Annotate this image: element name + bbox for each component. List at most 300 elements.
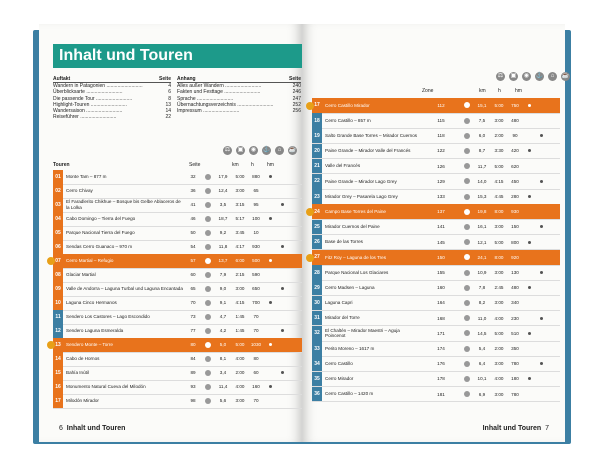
table-row[interactable]	[53, 198, 303, 213]
index-line-page: 246	[292, 89, 301, 96]
tour-km: 9,0	[219, 286, 227, 292]
tour-name: El Chaltén – Mirador Maestri – Aguja Poincenot	[325, 327, 400, 339]
index-line[interactable]	[177, 108, 301, 114]
tour-name: Salto Grande Base Torres – Mirador Cuernos	[325, 133, 418, 139]
index-line-title: Die passende Tour ..........................	[53, 95, 133, 102]
tour-page: 150	[437, 254, 445, 260]
tour-page: 70	[190, 300, 196, 306]
table-row[interactable]	[312, 265, 560, 281]
table-row[interactable]	[53, 338, 303, 353]
table-row[interactable]	[312, 326, 560, 342]
tour-km: 11,7	[477, 163, 487, 169]
tour-hours: 5:00	[494, 102, 504, 108]
difficulty-badge-icon	[205, 342, 211, 348]
col-header-km: km	[479, 88, 486, 94]
dot-cell	[523, 104, 535, 107]
tour-page: 98	[190, 398, 196, 404]
tour-hm: 480	[511, 118, 519, 124]
table-row[interactable]	[312, 341, 560, 357]
table-row[interactable]	[312, 311, 560, 327]
badge-cell	[202, 188, 214, 194]
tour-hours: 5:17	[235, 216, 245, 222]
tour-name: Cabo Domingo – Tierra del Fuego	[66, 216, 136, 222]
difficulty-badge-icon	[205, 216, 211, 222]
tour-name: Paine Grande – Mirador Valle del Francés	[325, 148, 411, 154]
tour-hours: 4:45	[494, 194, 504, 200]
food-icon: ☕	[561, 73, 570, 79]
badge-cell	[461, 285, 473, 291]
tour-page: 84	[190, 356, 196, 362]
marker-dot-icon	[269, 385, 272, 388]
tour-km: 6,9	[478, 391, 486, 397]
tour-name: Bahía Inútil	[66, 370, 89, 376]
tour-number: 17	[53, 394, 63, 408]
tour-page: 77	[190, 328, 196, 334]
tour-name: Parque Nacional Los Glaciares	[325, 269, 389, 275]
index-line-page: 6	[168, 89, 171, 96]
dot-cell	[535, 317, 547, 320]
marker-dot-icon	[540, 134, 543, 137]
tour-number: 22	[312, 174, 322, 189]
tour-hm: 95	[253, 202, 259, 208]
tour-page: 118	[437, 133, 445, 139]
table-row[interactable]	[53, 324, 303, 339]
tour-page: 89	[190, 370, 196, 376]
marker-dot-icon	[269, 175, 272, 178]
tour-hm: 160	[252, 384, 260, 390]
difficulty-badge-icon	[464, 270, 470, 276]
tour-number: 32	[312, 326, 322, 341]
tour-km: 13,7	[218, 258, 228, 264]
tour-number: 35	[312, 372, 322, 387]
tour-number: 03	[53, 198, 63, 212]
tour-hours: 2:00	[235, 370, 245, 376]
tour-number: 08	[53, 268, 63, 282]
car-icon: ◉	[250, 147, 257, 153]
table-row[interactable]	[312, 280, 560, 296]
tour-hours: 3:00	[235, 398, 245, 404]
difficulty-badge-icon	[464, 361, 470, 367]
dot-cell	[264, 175, 276, 178]
index-line-page: 4	[168, 83, 171, 90]
tour-page: 57	[190, 258, 196, 264]
tour-name: Monte Tam – 877 m	[66, 174, 107, 180]
highlight-star-icon	[47, 341, 55, 349]
tour-km: 11,4	[218, 384, 228, 390]
index-line-title: Alles außer Wandern ..........................	[177, 83, 262, 90]
col-header-h: h	[498, 88, 501, 94]
tour-hours: 4:15	[235, 300, 245, 306]
tour-name: Valle de Andorra – Laguna Turbal und Laguna Encantada	[66, 286, 183, 292]
tour-name: Cerro Martial – Refugio	[66, 258, 114, 264]
badge-cell	[202, 202, 214, 208]
table-row[interactable]	[53, 240, 303, 255]
difficulty-badge-icon	[464, 133, 470, 139]
tour-km: 7,8	[478, 285, 486, 291]
tour-number: 26	[312, 235, 322, 250]
dot-cell	[276, 203, 288, 206]
difficulty-badge-icon	[464, 209, 470, 215]
tour-km: 19,8	[477, 209, 487, 215]
marker-dot-icon	[269, 343, 272, 346]
index-header-page: Seite	[159, 76, 171, 82]
table-row[interactable]	[312, 235, 560, 251]
tour-hm: 930	[511, 209, 519, 215]
tour-hm: 500	[252, 258, 260, 264]
tour-name: Perito Moreno – 1617 m	[325, 345, 375, 351]
tour-km: 17,9	[218, 174, 228, 180]
difficulty-badge-icon	[464, 285, 470, 291]
difficulty-badge-icon	[205, 202, 211, 208]
tour-page: 141	[437, 224, 445, 230]
tour-number: 01	[53, 170, 63, 184]
tour-name: Laguna Capri	[325, 300, 353, 306]
table-row[interactable]	[312, 98, 560, 114]
table-row[interactable]	[312, 204, 560, 220]
page-number: 6	[59, 425, 63, 432]
badge-cell	[202, 384, 214, 390]
index-line-page: 8	[168, 95, 171, 102]
tour-page: 171	[437, 330, 445, 336]
tour-number: 18	[312, 113, 322, 128]
tour-km: 5,4	[478, 346, 486, 352]
left-page	[39, 24, 302, 442]
table-row[interactable]	[53, 184, 303, 199]
tour-hm: 70	[253, 398, 259, 404]
tour-km: 9,1	[219, 300, 227, 306]
badge-cell	[202, 300, 214, 306]
badge-cell	[202, 342, 214, 348]
tour-number: 19	[312, 128, 322, 143]
marker-dot-icon	[528, 286, 531, 289]
col-header-km: km	[232, 162, 239, 168]
tour-hm: 130	[511, 270, 519, 276]
index-header-page: Seite	[289, 76, 301, 82]
badge-cell	[202, 356, 214, 362]
difficulty-badge-icon	[205, 384, 211, 390]
footer-label: Inhalt und Touren	[482, 425, 542, 432]
marker-dot-icon	[540, 180, 543, 183]
tour-hm: 780	[511, 391, 519, 397]
index-line-title: Übernachtungsverzeichnis ..........................	[177, 101, 274, 108]
tour-page: 54	[190, 244, 196, 250]
index-line-page: 252	[292, 101, 301, 108]
tour-number: 24	[312, 204, 322, 219]
tour-hours: 4:15	[494, 178, 504, 184]
legend-icons	[223, 146, 297, 155]
difficulty-badge-icon	[205, 314, 211, 320]
dot-cell	[523, 149, 535, 152]
tour-km: 16,1	[477, 224, 487, 230]
difficulty-badge-icon	[205, 398, 211, 404]
table-row[interactable]	[312, 113, 560, 129]
marker-dot-icon	[269, 301, 272, 304]
walker-icon: ⚖	[224, 147, 231, 153]
tour-name: Cabo de Hornos	[66, 356, 100, 362]
tour-hm: 780	[511, 361, 519, 367]
marker-dot-icon	[281, 203, 284, 206]
tour-name: Paine Grande – Mirador Lago Grey	[325, 178, 397, 184]
badge-cell	[202, 216, 214, 222]
tour-number: 36	[312, 387, 322, 402]
index-header: Anhang	[177, 76, 196, 82]
badge-cell	[202, 370, 214, 376]
tour-page: 36	[190, 188, 196, 194]
bus-icon: ▣	[237, 147, 244, 153]
tour-hm: 70	[253, 314, 259, 320]
highlight-star-icon	[306, 254, 314, 262]
tour-hm: 480	[511, 285, 519, 291]
tour-hours: 1:45	[235, 328, 245, 334]
badge-cell	[461, 346, 473, 352]
col-header-hm: hm	[515, 88, 522, 94]
tour-hours: 2:15	[235, 272, 245, 278]
badge-cell	[461, 209, 473, 215]
difficulty-badge-icon	[205, 300, 211, 306]
table-row[interactable]	[312, 387, 560, 403]
difficulty-badge-icon	[205, 174, 211, 180]
tour-hm: 1030	[250, 342, 262, 348]
tour-hours: 8:00	[494, 209, 504, 215]
tour-page: 137	[437, 209, 445, 215]
tour-hm: 340	[511, 300, 519, 306]
tour-hm: 80	[253, 356, 259, 362]
tour-hours: 2:00	[494, 346, 504, 352]
table-row[interactable]	[312, 128, 560, 144]
badge-cell	[461, 194, 473, 200]
tour-name: Base de las Torres	[325, 239, 363, 245]
tour-km: 12,1	[477, 239, 487, 245]
tour-number: 33	[312, 341, 322, 356]
table-row[interactable]	[312, 356, 560, 372]
difficulty-badge-icon	[464, 102, 470, 108]
tour-page: 73	[190, 314, 196, 320]
tour-page: 133	[437, 194, 445, 200]
col-header-page: Seite	[189, 162, 201, 168]
tour-name: Glaciar Martial	[66, 272, 96, 278]
tour-hm: 150	[511, 224, 519, 230]
dot-cell	[535, 134, 547, 137]
difficulty-badge-icon	[464, 178, 470, 184]
badge-cell	[461, 102, 473, 108]
badge-cell	[461, 315, 473, 321]
tour-page: 176	[437, 361, 445, 367]
badge-cell	[461, 330, 473, 336]
hut-icon: ⌂	[548, 72, 557, 81]
right-page	[302, 24, 570, 442]
badge-cell	[461, 118, 473, 124]
table-row[interactable]	[53, 394, 303, 409]
footer-left	[59, 425, 125, 432]
tour-number: 16	[53, 380, 63, 394]
table-row[interactable]	[312, 174, 560, 190]
index-header: Auftakt	[53, 76, 71, 82]
marker-dot-icon	[281, 329, 284, 332]
index-line-page: 13	[165, 101, 171, 108]
dot-cell	[535, 225, 547, 228]
marker-dot-icon	[528, 241, 531, 244]
legend-icons	[496, 72, 570, 81]
marker-dot-icon	[528, 377, 531, 380]
tour-hours: 3:30	[494, 148, 504, 154]
highlight-star-icon	[306, 208, 314, 216]
tour-table-right	[312, 98, 560, 402]
dot-cell	[523, 286, 535, 289]
tour-hm: 920	[511, 254, 519, 260]
tour-km: 8,7	[478, 148, 486, 154]
tour-number: 06	[53, 240, 63, 254]
tour-name: Fitz Roy – Laguna de los Tres	[325, 254, 387, 260]
tour-name: Valle del Francés	[325, 163, 361, 169]
table-row[interactable]	[53, 254, 303, 269]
tour-hours: 5:00	[235, 174, 245, 180]
tour-km: 15,3	[477, 194, 487, 200]
tour-hm: 280	[511, 194, 519, 200]
tour-km: 4,2	[219, 328, 227, 334]
highlight-star-icon	[306, 102, 314, 110]
tour-page: 65	[190, 286, 196, 292]
difficulty-badge-icon	[464, 315, 470, 321]
tour-hours: 3:00	[494, 300, 504, 306]
tour-page: 41	[190, 202, 196, 208]
tour-hours: 3:15	[235, 202, 245, 208]
tour-name: Cerro Chivay	[66, 188, 93, 194]
badge-cell	[202, 258, 214, 264]
marker-dot-icon	[540, 362, 543, 365]
table-row[interactable]	[53, 366, 303, 381]
tour-number: 11	[53, 310, 63, 324]
badge-cell	[202, 230, 214, 236]
difficulty-badge-icon	[464, 239, 470, 245]
tour-number: 04	[53, 212, 63, 226]
difficulty-badge-icon	[464, 163, 470, 169]
badge-cell	[461, 254, 473, 260]
tour-km: 5,6	[219, 398, 227, 404]
table-row[interactable]	[312, 250, 560, 266]
tour-hm: 650	[252, 286, 260, 292]
difficulty-badge-icon	[205, 370, 211, 376]
difficulty-badge-icon	[205, 230, 211, 236]
tour-number: 09	[53, 282, 63, 296]
tour-number: 21	[312, 159, 322, 174]
tour-name: Sendero Monte – Torre	[66, 342, 113, 348]
difficulty-badge-icon	[464, 194, 470, 200]
badge-cell	[202, 314, 214, 320]
badge-cell	[461, 270, 473, 276]
tour-name: Cerro Castillo – 857 m	[325, 117, 371, 123]
tour-page: 164	[437, 300, 445, 306]
tour-name: Mirador Cuernos del Paine	[325, 224, 380, 230]
tour-hm: 180	[511, 376, 519, 382]
tour-km: 7,9	[219, 272, 227, 278]
table-row[interactable]	[312, 296, 560, 312]
marker-dot-icon	[540, 317, 543, 320]
tour-number: 28	[312, 265, 322, 280]
tour-km: 6,0	[478, 133, 486, 139]
tour-number: 30	[312, 296, 322, 311]
tour-hm: 230	[511, 315, 519, 321]
footer-right	[483, 425, 549, 432]
badge-cell	[202, 398, 214, 404]
tour-km: 8,2	[478, 300, 486, 306]
table-row[interactable]	[53, 296, 303, 311]
dot-cell	[535, 180, 547, 183]
badge-cell	[202, 244, 214, 250]
tour-hm: 100	[252, 216, 260, 222]
tour-name: Laguna Cinco Hermanos	[66, 300, 117, 306]
difficulty-badge-icon	[464, 330, 470, 336]
index-line-page: 14	[165, 108, 171, 115]
badge-cell	[461, 361, 473, 367]
tour-page: 145	[437, 239, 445, 245]
tour-page: 178	[437, 376, 445, 382]
tour-km: 7,5	[478, 118, 486, 124]
tour-hours: 3:00	[494, 118, 504, 124]
tour-name: Sendero Laguna Esmeralda	[66, 328, 124, 334]
tour-km: 3,4	[219, 370, 227, 376]
table-row[interactable]	[53, 212, 303, 227]
tour-km: 24,1	[477, 254, 487, 260]
tour-number: 17	[312, 98, 322, 113]
tour-page: 168	[437, 315, 445, 321]
tour-name: Sendero Los Castores – Lago Escondido	[66, 314, 150, 320]
marker-dot-icon	[281, 245, 284, 248]
index-line[interactable]	[53, 114, 171, 120]
index-line-title: Highlight-Touren ..........................	[53, 101, 127, 108]
table-row[interactable]	[53, 170, 303, 185]
tour-page: 155	[437, 270, 445, 276]
dot-cell	[264, 217, 276, 220]
difficulty-badge-icon	[205, 286, 211, 292]
table-row[interactable]	[53, 268, 303, 283]
difficulty-badge-icon	[464, 346, 470, 352]
tour-number: 29	[312, 280, 322, 295]
dot-cell	[523, 377, 535, 380]
tour-number: 05	[53, 226, 63, 240]
tour-page: 60	[190, 272, 196, 278]
table-row[interactable]	[312, 189, 560, 205]
tour-hours: 4:00	[494, 315, 504, 321]
tour-number: 27	[312, 250, 322, 265]
index-anhang	[177, 76, 301, 114]
marker-dot-icon	[528, 332, 531, 335]
table-row[interactable]	[312, 220, 560, 236]
index-line-title: Sprache ..........................	[177, 95, 234, 102]
table-row[interactable]	[53, 352, 303, 367]
tour-hours: 4:00	[235, 356, 245, 362]
table-row[interactable]	[53, 226, 303, 241]
tour-km: 10,1	[477, 376, 487, 382]
difficulty-badge-icon	[205, 188, 211, 194]
table-row[interactable]	[312, 144, 560, 160]
tour-hm: 60	[253, 370, 259, 376]
tour-hm: 880	[252, 174, 260, 180]
table-row[interactable]	[312, 159, 560, 175]
table-row[interactable]	[53, 310, 303, 325]
tour-name: Milodón Mirador	[66, 398, 99, 404]
page-title: Inhalt und Touren	[53, 44, 303, 68]
table-row[interactable]	[53, 380, 303, 395]
table-row[interactable]	[312, 372, 560, 388]
tour-name: Cerro Madsen – Laguna	[325, 285, 375, 291]
tour-km: 11,0	[477, 315, 487, 321]
tour-hours: 3:00	[235, 188, 245, 194]
difficulty-badge-icon	[464, 254, 470, 260]
col-header-hm: hm	[267, 162, 274, 168]
table-row[interactable]	[53, 282, 303, 297]
tour-number: 07	[53, 254, 63, 268]
tour-km: 10,9	[477, 270, 487, 276]
